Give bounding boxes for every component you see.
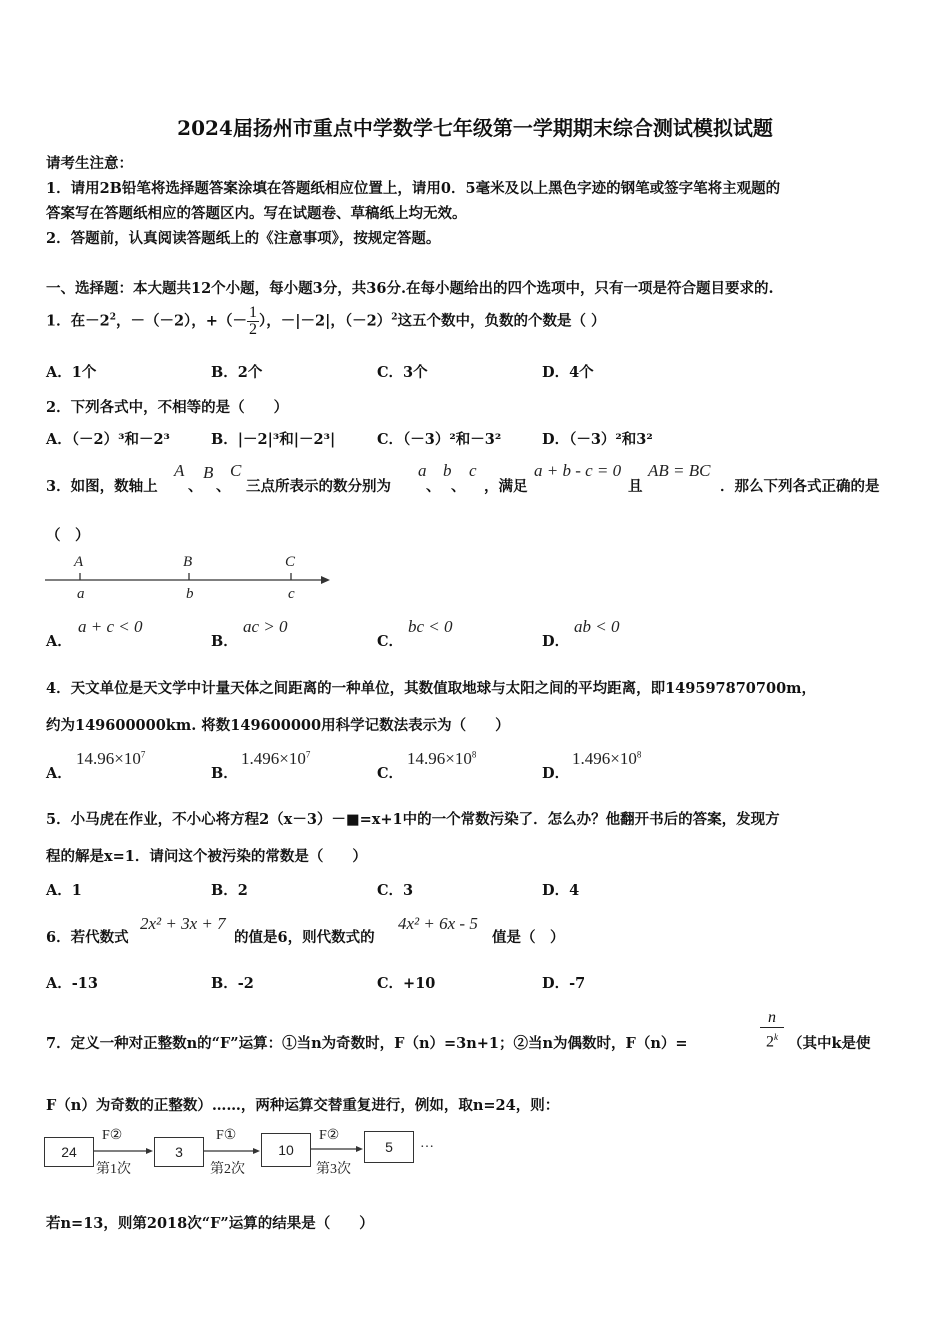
q3-sep-2: 、	[216, 478, 231, 495]
fraction-one-half: $\frac{1}{2}$	[248, 304, 257, 338]
q6-stem-1: 6．若代数式	[46, 929, 129, 946]
q3-option-d-expr: ab < 0	[574, 617, 620, 636]
q5-option-d[interactable]: D．4	[542, 882, 580, 899]
f-operation-flow	[44, 1124, 438, 1180]
q3-var-b: b	[443, 461, 452, 480]
number-line-figure	[40, 550, 340, 606]
q3-stem-2: 三点所表示的数分别为	[246, 478, 391, 495]
point-label-B: B	[183, 554, 193, 570]
q2-option-b[interactable]: B．|－2|³和|－2³|	[211, 431, 336, 448]
flow-step-1: 第1次	[96, 1162, 131, 1177]
q4-line-1: 4．天文单位是天文学中计量天体之间距离的一种单位，其数值取地球与太阳之间的平均距离，即149597870700m，	[46, 680, 816, 697]
q3-var-a: a	[418, 461, 427, 480]
q3-label-C: C	[230, 461, 242, 480]
flow-box-3: 10	[261, 1133, 311, 1167]
flow-step-2: 第2次	[210, 1162, 245, 1177]
q4-option-b[interactable]: B．	[211, 765, 238, 782]
q7-line-1: 7．定义一种对正整数n的“F”运算：①当n为奇数时，F（n）=3n+1；②当n为偶数时，F（n）=	[46, 1035, 688, 1052]
q6-option-d[interactable]: D．-7	[542, 975, 586, 992]
q3-condition-2: AB = BC	[648, 461, 711, 480]
q3-option-a[interactable]: A．	[46, 633, 72, 650]
q3-stem-3: ，满足	[484, 478, 528, 495]
q1-option-d[interactable]: D．4个	[542, 364, 594, 381]
q4-option-d-expr: $1.496\times 10^8$	[572, 749, 642, 768]
q5-line-2: 程的解是x=1．请问这个被污染的常数是（ ）	[46, 848, 367, 865]
q6-option-a[interactable]: A．-13	[46, 975, 98, 992]
point-label-C: C	[285, 554, 296, 570]
q1-option-c[interactable]: C．3个	[377, 364, 428, 381]
q7-fraction-numerator: n	[760, 1008, 784, 1028]
q4-option-c-expr: $14.96\times 10^8$	[407, 749, 477, 768]
flow-step-3: 第3次	[316, 1162, 351, 1177]
q6-option-b[interactable]: B．-2	[211, 975, 254, 992]
flow-arrows	[44, 1124, 438, 1180]
section-heading: 一、选择题：本大题共12个小题，每小题3分，共36分.在每小题给出的四个选项中，只有一项是符合题目要求的.	[46, 280, 774, 297]
q4-option-a[interactable]: A．	[46, 765, 72, 782]
q3-option-b[interactable]: B．	[211, 633, 238, 650]
q3-condition-1: a + b - c = 0	[534, 461, 622, 480]
q2-option-a[interactable]: A．（－2）³和－2³	[46, 431, 170, 448]
q3-option-c-expr: bc < 0	[408, 617, 453, 636]
q3-label-A: A	[174, 461, 185, 480]
q7-line-2: F（n）为奇数的正整数）……，两种运算交替重复进行，例如，取n=24，则：	[46, 1097, 560, 1114]
page-title: 2024届扬州市重点中学数学七年级第一学期期末综合测试模拟试题	[177, 116, 773, 140]
q1-option-a[interactable]: A．1个	[46, 364, 97, 381]
flow-box-4: 5	[364, 1131, 414, 1163]
q4-option-a-expr: $14.96\times 10^7$	[76, 749, 146, 768]
q5-option-b[interactable]: B．2	[211, 882, 248, 899]
flow-op-1: F②	[102, 1128, 123, 1143]
q6-expression-1: 2x² + 3x + 7	[140, 914, 226, 933]
arrow-right-icon	[356, 1146, 363, 1152]
q3-option-c[interactable]: C．	[377, 633, 404, 650]
flow-op-3: F②	[319, 1128, 340, 1143]
q6-expression-2: 4x² + 6x - 5	[398, 914, 478, 933]
arrow-right-icon	[146, 1148, 153, 1154]
flow-op-2: F①	[216, 1128, 237, 1143]
axis-arrow-icon	[321, 576, 330, 584]
q7-fraction-denominator: 2$^k$	[766, 1032, 778, 1051]
q7-line-3: 若n=13，则第2018次“F”运算的结果是（ ）	[46, 1215, 374, 1232]
q3-option-b-expr: ac > 0	[243, 617, 288, 636]
q3-label-B: B	[203, 463, 214, 482]
flow-box-2: 3	[154, 1137, 204, 1167]
value-label-c: c	[288, 586, 295, 602]
notice-heading: 请考生注意：	[46, 155, 133, 172]
q7-line-1-end: （其中k是使	[788, 1035, 871, 1052]
q3-var-c: c	[469, 461, 477, 480]
flow-box-1: 24	[44, 1137, 94, 1167]
q3-option-d[interactable]: D．	[542, 633, 570, 650]
q3-stem-4: 且	[628, 478, 643, 495]
q3-option-a-expr: a + c < 0	[78, 617, 143, 636]
q3-stem-5: ．那么下列各式正确的是	[720, 478, 880, 495]
point-label-A: A	[74, 554, 84, 570]
question-2: 2．下列各式中，不相等的是（ ）	[46, 399, 289, 416]
q5-option-a[interactable]: A．1	[46, 882, 82, 899]
q4-line-2: 约为149600000km. 将数149600000用科学记数法表示为（ ）	[46, 717, 510, 734]
q7-fraction	[760, 1008, 784, 1051]
q3-answer-paren: （ ）	[46, 527, 90, 544]
notice-line-3: 2．答题前，认真阅读答题纸上的《注意事项》，按规定答题。	[46, 230, 441, 247]
q2-option-c[interactable]: C．（－3）²和－3²	[377, 431, 502, 448]
q3-sep-1: 、	[188, 478, 203, 495]
q6-stem-3: 值是（ ）	[492, 929, 565, 946]
question-1: 1．在$-2^2$，－（－2），+（－ $\frac{1}{2}$ ），－|－2|，$(-2)^2$这五个数中，负数的个数是（ ）	[46, 304, 606, 338]
q1-option-b[interactable]: B．2个	[211, 364, 263, 381]
q3-sep-4: 、	[451, 478, 466, 495]
q5-option-c[interactable]: C．3	[377, 882, 414, 899]
q4-option-d[interactable]: D．	[542, 765, 570, 782]
notice-line-2: 答案写在答题纸相应的答题区内。写在试题卷、草稿纸上均无效。	[46, 205, 467, 222]
q4-option-c[interactable]: C．	[377, 765, 404, 782]
q5-line-1: 5．小马虎在作业，不小心将方程2（x－3）－■=x+1中的一个常数污染了．怎么办？他翻开书后的答案，发现方	[46, 811, 780, 828]
q6-stem-2: 的值是6，则代数式的	[234, 929, 375, 946]
flow-ellipsis: …	[420, 1136, 434, 1151]
q3-stem-1: 3．如图，数轴上	[46, 478, 158, 495]
value-label-b: b	[186, 586, 194, 602]
q4-option-b-expr: $1.496\times 10^7$	[241, 749, 311, 768]
q3-sep-3: 、	[426, 478, 441, 495]
notice-line-1: 1．请用2B铅笔将选择题答案涂填在答题纸相应位置上，请用0．5毫米及以上黑色字迹的钢笔或签字笔将主观题的	[46, 180, 781, 197]
q2-option-d[interactable]: D．（－3）²和3²	[542, 431, 653, 448]
arrow-right-icon	[253, 1148, 260, 1154]
q6-option-c[interactable]: C．+10	[377, 975, 436, 992]
value-label-a: a	[77, 586, 85, 602]
